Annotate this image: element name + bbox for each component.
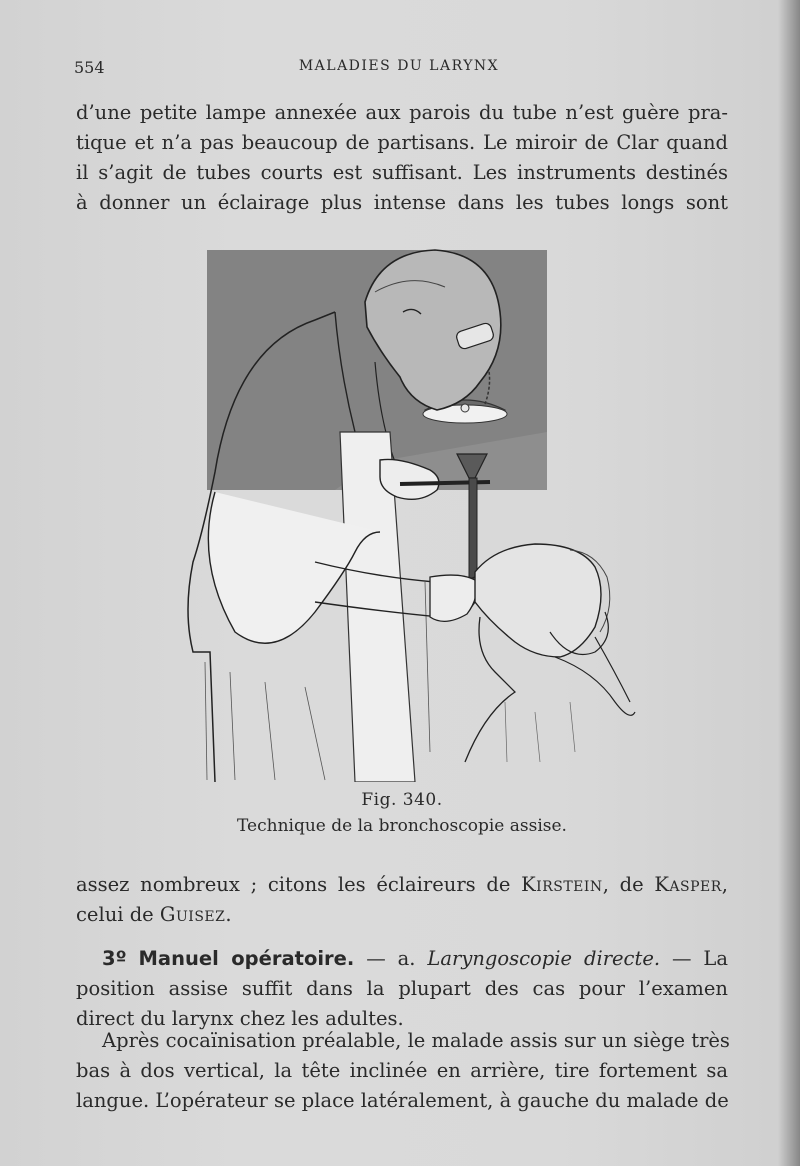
- text-line: position assise suffit dans la plupart des cas pour l’examen: [76, 977, 728, 1000]
- section-paragraph: [76, 944, 728, 1034]
- text-line: [76, 900, 728, 930]
- section-title: Manuel opératoire.: [138, 947, 355, 970]
- figure-label: Fig. 340.: [361, 790, 443, 810]
- text-line: il s’agit de tubes courts est suffisant. Les instruments destinés: [76, 161, 728, 184]
- section-number: 3º: [102, 947, 127, 970]
- running-head: [74, 58, 724, 82]
- author-name: Guisez: [159, 903, 226, 926]
- text-line: direct du larynx chez les adultes.: [76, 1007, 404, 1030]
- author-name: Kirstein: [521, 873, 603, 896]
- section-heading-line: [76, 944, 728, 974]
- figure-caption: Technique de la bronchoscopie assise.: [237, 816, 567, 836]
- text-line: langue. L’opérateur se place latéralement, à gauche du malade de: [76, 1089, 729, 1112]
- text-fragment: .: [225, 903, 232, 926]
- last-paragraph: [76, 1026, 728, 1116]
- section-subtitle: Laryngoscopie directe.: [427, 947, 661, 970]
- continuation-paragraph: [76, 870, 728, 930]
- top-paragraph: [76, 98, 728, 218]
- text-fragment: — a.: [354, 947, 428, 970]
- text-fragment: , de: [602, 873, 655, 896]
- page-number: 554: [74, 58, 105, 77]
- bronchoscopy-illustration: [175, 232, 645, 782]
- text-line: bas à dos vertical, la tête inclinée en arrière, tire fortement sa: [76, 1059, 728, 1082]
- text-line: d’une petite lampe annexée aux parois du tube n’est guère pra-: [76, 101, 728, 124]
- text-fragment: assez nombreux ; citons les éclaireurs de: [76, 873, 522, 896]
- text-line: Après cocaïnisation préalable, le malade assis sur un siège très: [102, 1029, 730, 1052]
- text-fragment: celui de: [76, 903, 160, 926]
- text-line: tique et n’a pas beaucoup de partisans. Le miroir de Clar quand: [76, 131, 728, 154]
- author-name: Kasper: [654, 873, 722, 896]
- text-fragment: ,: [721, 873, 728, 896]
- running-title: MALADIES DU LARYNX: [298, 58, 500, 74]
- text-line: à donner un éclairage plus intense dans les tubes longs sont: [76, 191, 728, 214]
- text-fragment: — La: [660, 947, 728, 970]
- text-line: [76, 870, 728, 900]
